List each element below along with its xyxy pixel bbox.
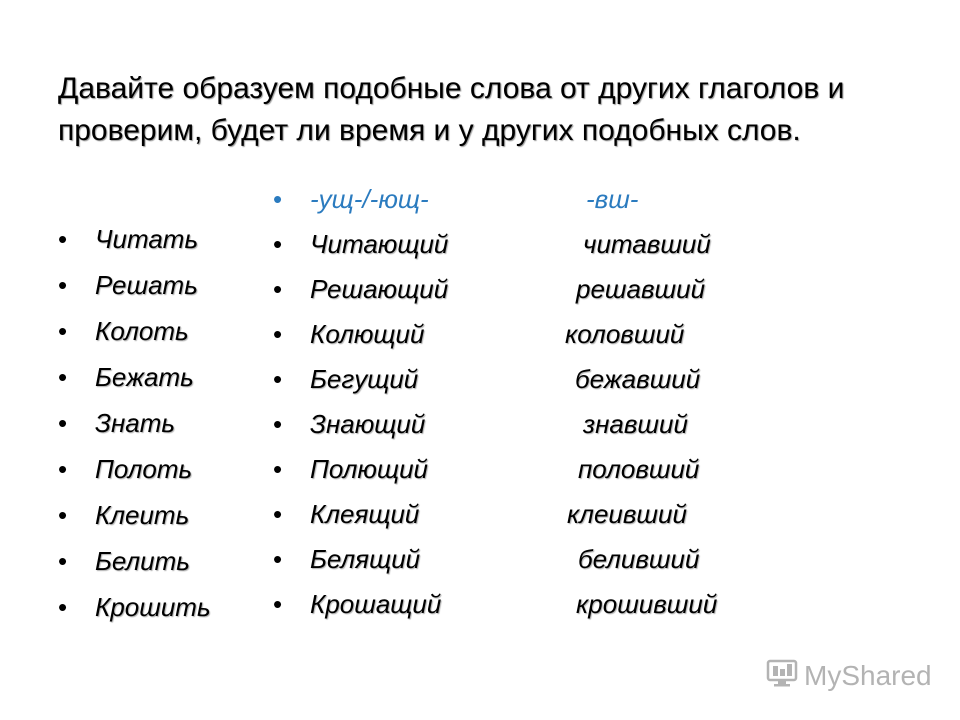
verb-list	[58, 222, 211, 636]
list-item	[58, 452, 211, 498]
verb: Читать	[95, 224, 199, 254]
participle-past: бежавший	[575, 364, 701, 394]
bullet: •	[58, 500, 68, 530]
verb: Клеить	[95, 500, 190, 530]
bullet: •	[273, 454, 283, 484]
list-item	[58, 360, 211, 406]
bullet: •	[58, 224, 68, 254]
list-item	[273, 226, 830, 271]
bullet: •	[273, 364, 283, 394]
monitor-icon	[766, 658, 804, 695]
list-item	[273, 586, 830, 631]
participle-present: Решающий	[310, 274, 449, 304]
participle-present: Полющий	[310, 454, 428, 484]
bullet: •	[273, 499, 283, 529]
bullet: •	[273, 409, 283, 439]
bullet: •	[273, 319, 283, 349]
participle-past: знавший	[583, 409, 688, 439]
verb: Колоть	[95, 316, 189, 346]
bullet: •	[273, 184, 283, 214]
participle-past: клеивший	[567, 499, 687, 529]
bullet: •	[58, 316, 68, 346]
participle-present: Читающий	[310, 229, 449, 259]
verb: Крошить	[95, 592, 211, 622]
bullet: •	[58, 270, 68, 300]
verb: Знать	[95, 408, 176, 438]
list-item	[58, 314, 211, 360]
bullet: •	[58, 408, 68, 438]
suffix-past: -вш-	[586, 184, 639, 214]
list-item	[58, 498, 211, 544]
list-item	[273, 316, 830, 361]
list-item	[273, 361, 830, 406]
verb: Полоть	[95, 454, 193, 484]
participle-past: коловший	[565, 319, 685, 349]
bullet: •	[273, 274, 283, 304]
participle-past: крошивший	[576, 589, 718, 619]
list-header	[273, 181, 830, 226]
slide-title: Давайте образуем подобные слова от других глаголов и проверим, будет ли время и у других подобных слов.	[58, 72, 845, 147]
verb: Белить	[95, 546, 190, 576]
watermark-text: MyShared	[804, 660, 932, 691]
list-item	[58, 544, 211, 590]
list-item	[273, 271, 830, 316]
participle-present: Крошащий	[310, 589, 442, 619]
bullet: •	[58, 362, 68, 392]
participle-present: Бегущий	[310, 364, 419, 394]
suffix-present: -ущ-/-ющ-	[310, 184, 429, 214]
participle-list	[273, 181, 830, 631]
list-item	[273, 451, 830, 496]
bullet: •	[273, 229, 283, 259]
participle-past: решавший	[576, 274, 706, 304]
bullet: •	[58, 592, 68, 622]
bullet: •	[58, 546, 68, 576]
participle-present: Клеящий	[310, 499, 420, 529]
bullet: •	[273, 589, 283, 619]
participle-past: читавший	[583, 229, 711, 259]
list-item	[58, 222, 211, 268]
list-item	[273, 406, 830, 451]
bullet: •	[273, 544, 283, 574]
participle-past: половший	[578, 454, 700, 484]
participle-present: Знающий	[310, 409, 426, 439]
list-item	[58, 406, 211, 452]
verb: Бежать	[95, 362, 194, 392]
participle-present: Белящий	[310, 544, 421, 574]
list-item	[58, 268, 211, 314]
bullet: •	[58, 454, 68, 484]
participle-past: беливший	[578, 544, 700, 574]
list-item	[273, 496, 830, 541]
list-item	[58, 590, 211, 636]
watermark	[766, 656, 932, 696]
verb: Решать	[95, 270, 198, 300]
list-item	[273, 541, 830, 586]
participle-present: Колющий	[310, 319, 425, 349]
